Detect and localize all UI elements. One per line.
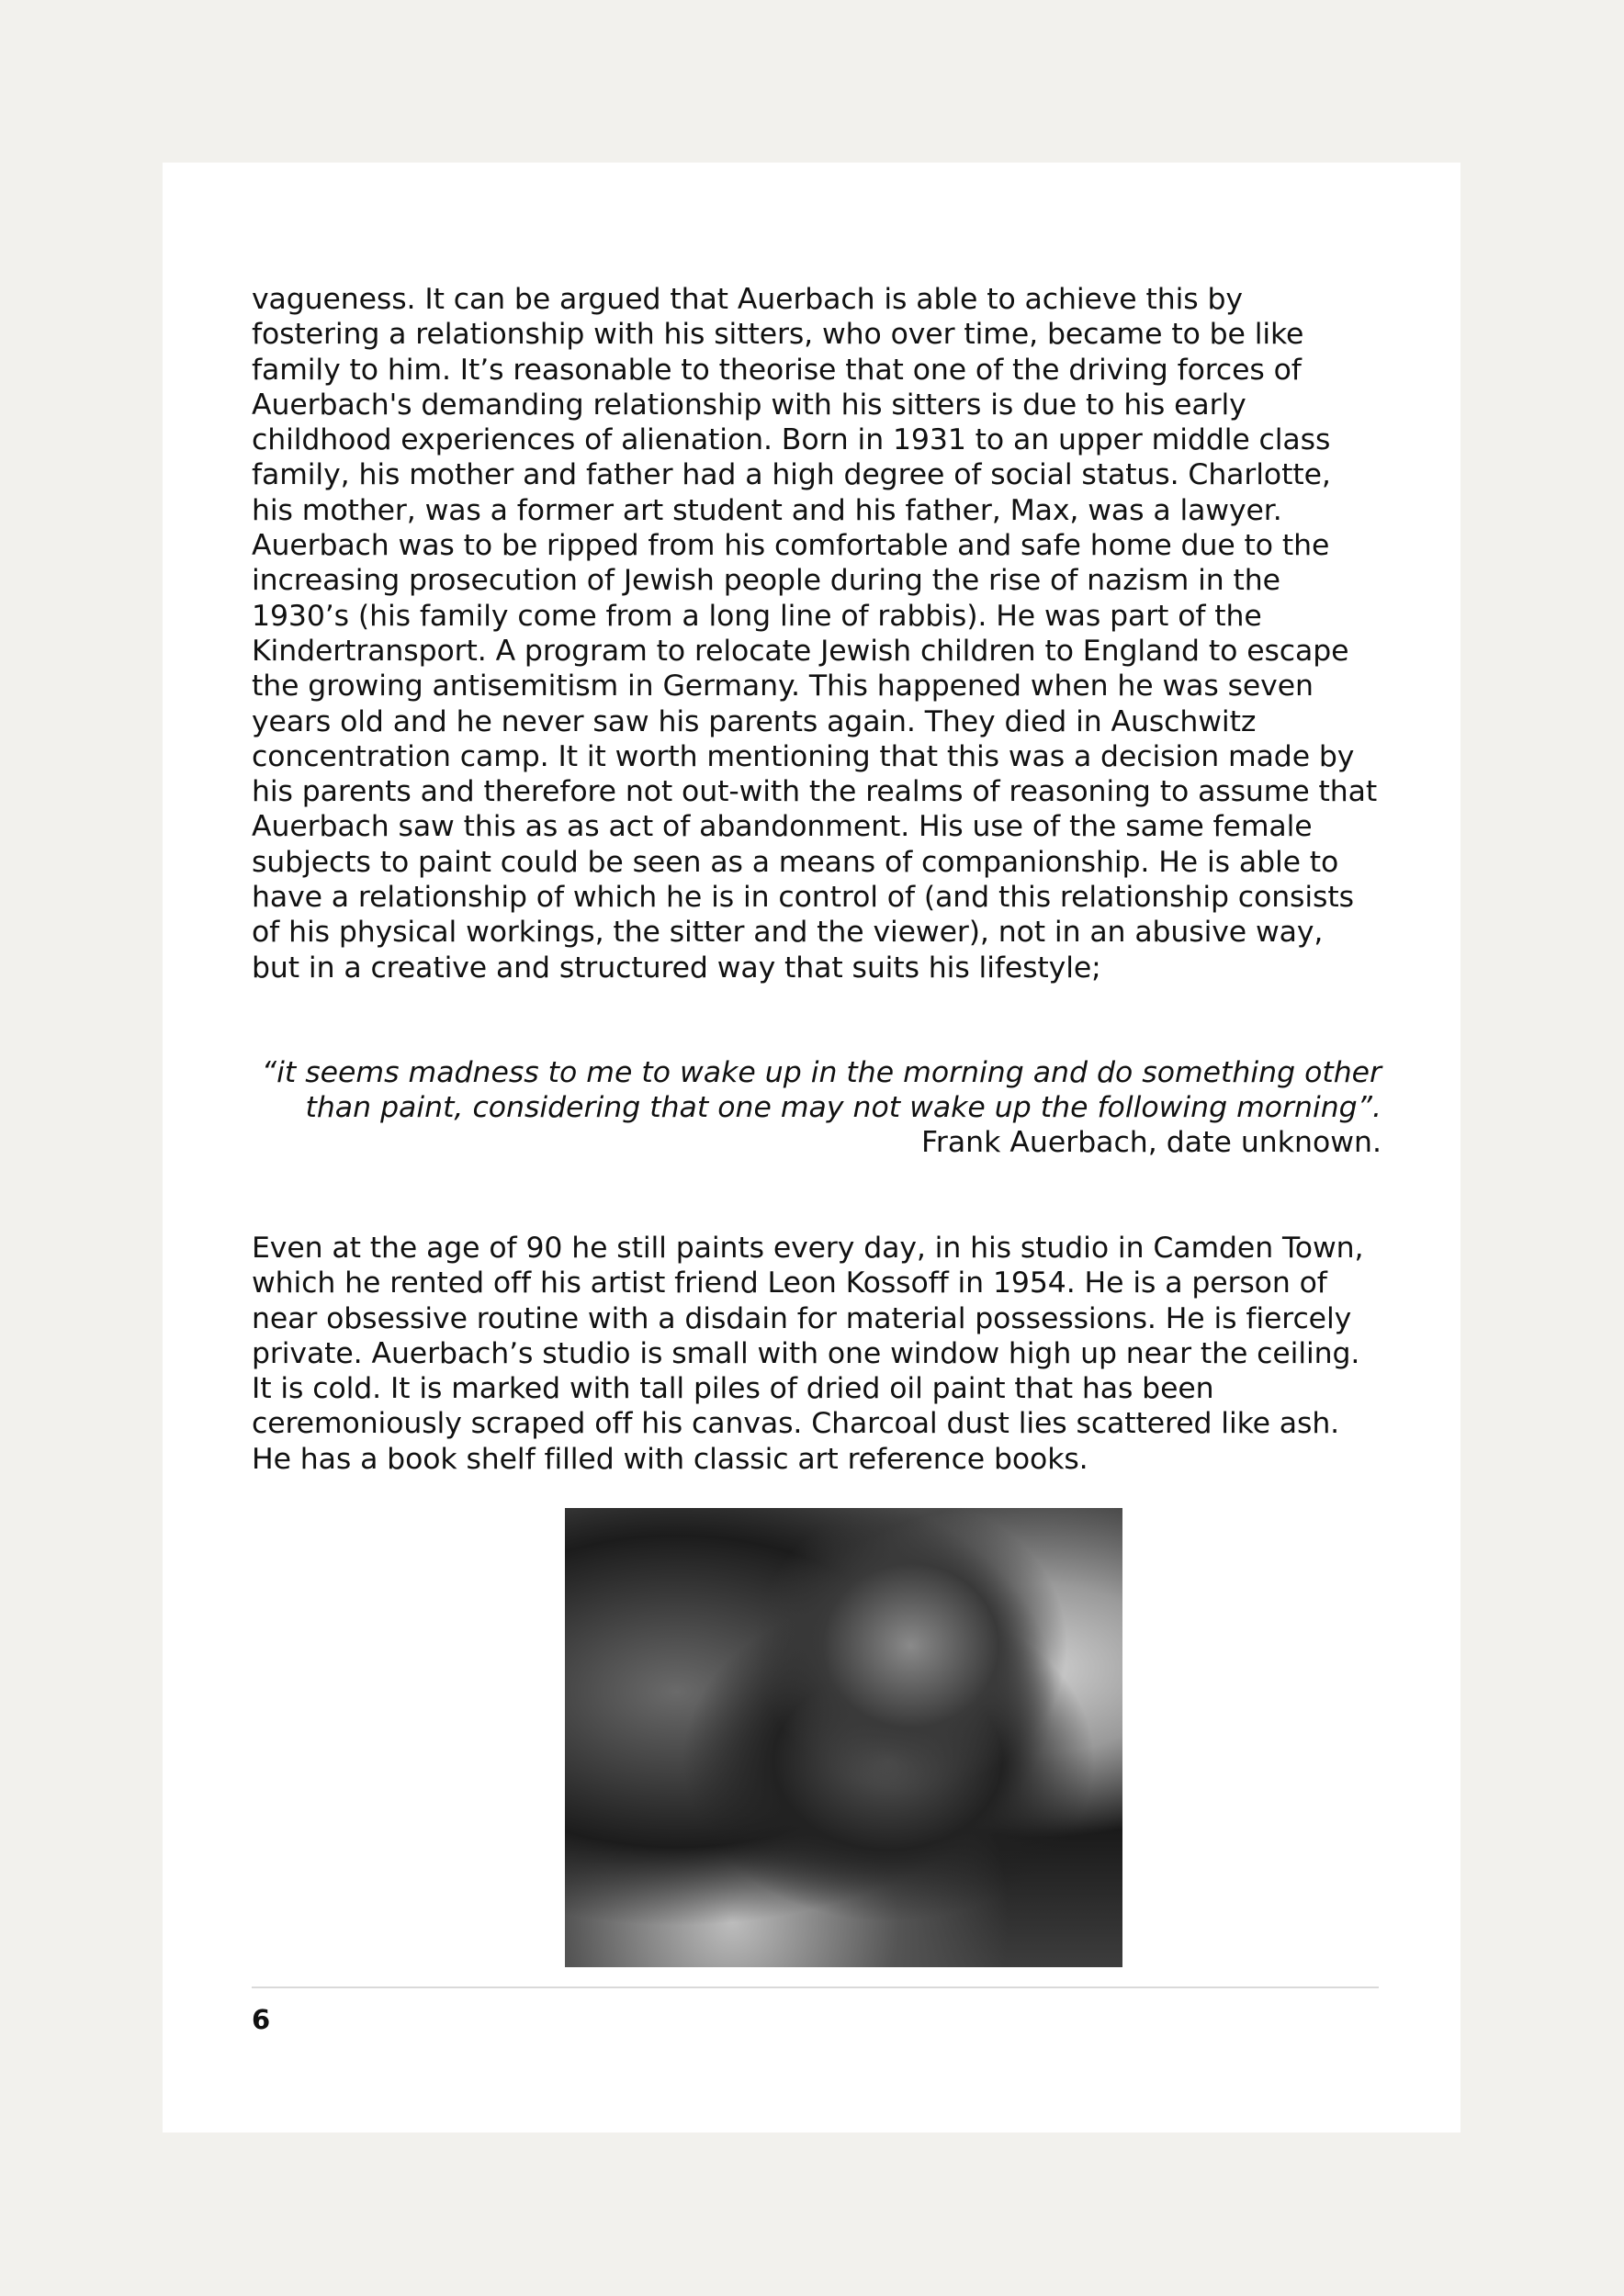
body-paragraph-2: Even at the age of 90 he still paints every day, in his studio in Camden Town, which he rented off his artist friend Leon Kossoff in 1954. He is a person of near obsessive routine with a disdain for material possessions. He is fiercely private. Auerbach’s studio is small with one window high up near the ceiling. It is cold. It is marked with tall piles of dried oil paint that has been ceremoniously scraped off his canvas. Charcoal dust lies scattered like ash. He has a book shelf filled with classic art reference books. <box>252 1232 1364 1476</box>
footer-divider <box>252 1986 1379 1988</box>
document-page <box>163 163 1460 2133</box>
block-quote <box>254 1055 1382 1160</box>
studio-photograph <box>565 1508 1122 1967</box>
body-paragraph-1: vagueness. It can be argued that Auerbach is able to achieve this by fostering a relationship with his sitters, who over time, became to be like family to him. It’s reasonable to theorise that one of the driving forces of Auerbach's demanding relationship with his sitters is due to his early childhood experiences of alienation. Born in 1931 to an upper middle class family, his mother and father had a high degree of social status. Charlotte, his mother, was a former art student and his father, Max, was a lawyer. Auerbach was to be ripped from his comfortable and safe home due to the increasing prosecution of Jewish people during the rise of nazism in the 1930’s (his family come from a long line of rabbis). He was part of the Kindertransport. A program to relocate Jewish children to England to escape the growing antisemitism in Germany. This happened when he was seven years old and he never saw his parents again. They died in Auschwitz concentration camp. It it worth mentioning that this was a decision made by his parents and therefore not out-with the realms of reasoning to assume that Auerbach saw this as as act of abandonment. His use of the same female subjects to paint could be seen as a means of companionship. He is able to have a relationship of which he is in control of (and this relationship consists of his physical workings, the sitter and the viewer), not in an abusive way, but in a creative and structured way that suits his lifestyle; <box>252 283 1378 985</box>
quote-text: “it seems madness to me to wake up in the morning and do something other than paint, considering that one may not wake up the following morning”. <box>261 1056 1382 1124</box>
quote-attribution: Frank Auerbach, date unknown. <box>921 1126 1382 1159</box>
page-number: 6 <box>252 2004 271 2035</box>
